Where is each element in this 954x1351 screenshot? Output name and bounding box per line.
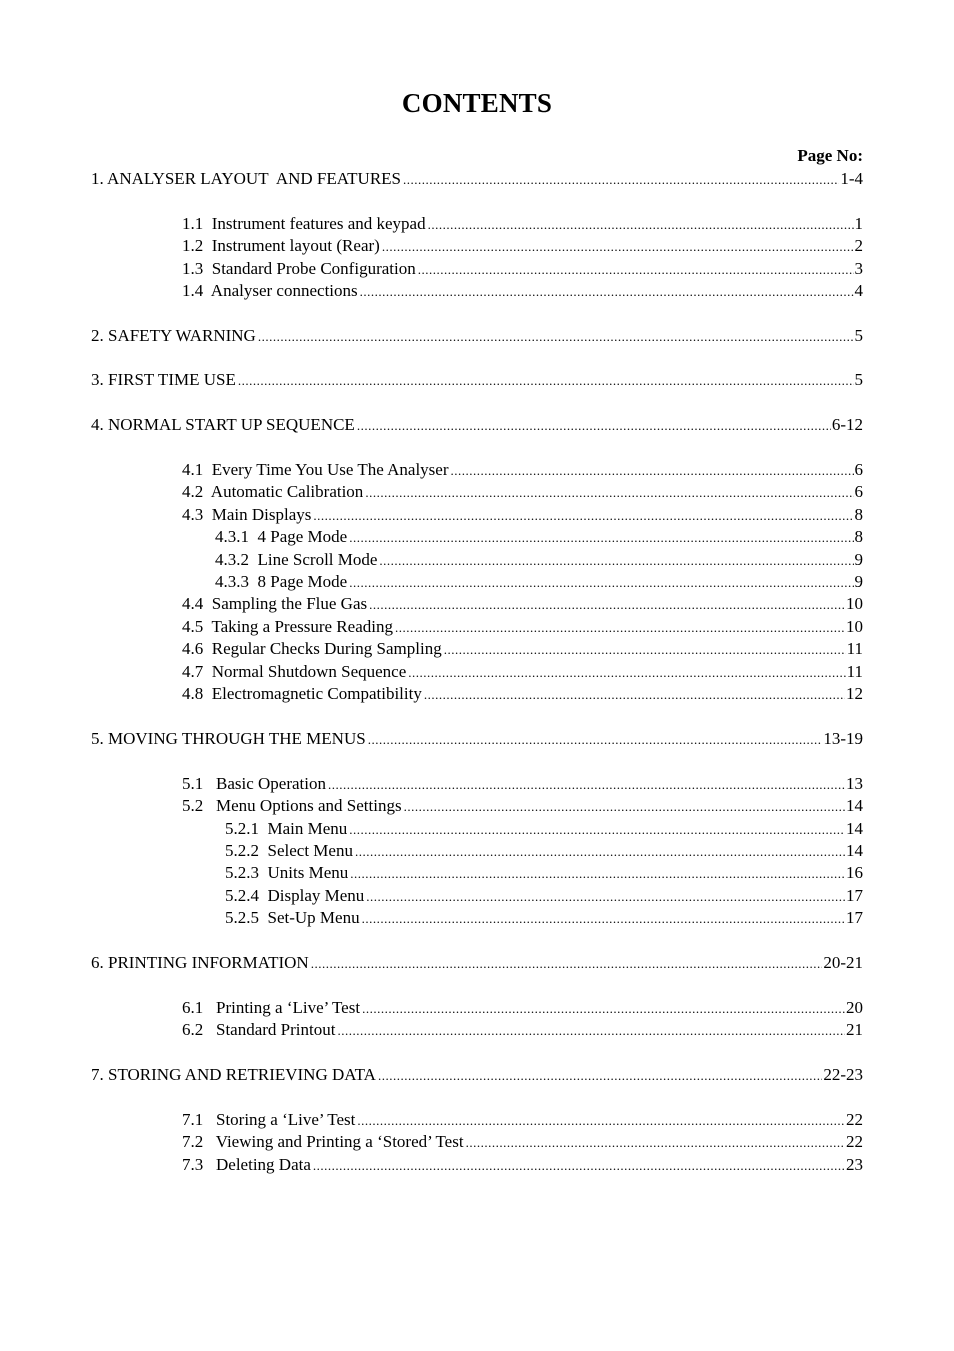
toc-entry-page: 9	[854, 550, 863, 569]
toc-entry-label: 5.2.4 Display Menu	[225, 886, 365, 905]
toc-entry-label: 4. NORMAL START UP SEQUENCE	[91, 415, 355, 434]
toc-entry-page: 3	[854, 259, 863, 278]
toc-entry-page: 1-4	[840, 169, 863, 188]
toc-entry-page: 8	[854, 505, 863, 524]
dot-leader	[258, 326, 854, 348]
toc-entry-page: 4	[854, 281, 863, 300]
toc-entry-page: 22-23	[823, 1065, 863, 1084]
dot-leader	[357, 1110, 845, 1132]
toc-entry-page: 6	[854, 460, 863, 479]
toc-subsection-entry	[182, 616, 863, 638]
toc-entry-label: 6.1 Printing a ‘Live’ Test	[182, 998, 361, 1017]
dot-leader	[408, 662, 845, 684]
toc-section-entry	[91, 952, 863, 974]
toc-subsection-entry	[182, 683, 863, 705]
dot-leader	[328, 774, 845, 796]
toc-entry-label: 5.2.1 Main Menu	[225, 819, 348, 838]
toc-entry-label: 1.4 Analyser connections	[182, 281, 358, 300]
dot-leader	[366, 886, 845, 908]
dot-leader	[418, 259, 854, 281]
toc-entry-page: 20-21	[823, 953, 863, 972]
dot-leader	[365, 482, 853, 504]
toc-subsection-entry	[182, 997, 863, 1019]
toc-entry-label: 4.7 Normal Shutdown Sequence	[182, 662, 407, 681]
dot-leader	[360, 281, 854, 303]
toc-section-entry	[91, 325, 863, 347]
toc-subsection-entry	[182, 795, 863, 817]
toc-subsection-entry	[182, 459, 863, 481]
toc-subsection-entry	[182, 1131, 863, 1153]
toc-entry-page: 10	[846, 617, 863, 636]
page-number-column-header: Page No:	[797, 146, 863, 165]
toc-entry-label: 4.3.2 Line Scroll Mode	[215, 550, 378, 569]
toc-entry-label: 1.1 Instrument features and keypad	[182, 214, 426, 233]
dot-leader	[424, 684, 845, 706]
toc-entry-label: 4.8 Electromagnetic Compatibility	[182, 684, 422, 703]
toc-section-entry	[91, 168, 863, 190]
toc-entry-page: 8	[854, 527, 863, 546]
dot-leader	[355, 841, 845, 863]
toc-entry-label: 5.1 Basic Operation	[182, 774, 326, 793]
dot-leader	[313, 505, 853, 527]
toc-entry-page: 5	[854, 370, 863, 389]
dot-leader	[428, 214, 854, 236]
dot-leader	[311, 953, 823, 975]
toc-entry-page: 13	[846, 774, 863, 793]
toc-subsection-entry	[225, 818, 863, 840]
dot-leader	[362, 908, 845, 930]
toc-subsection-entry	[225, 840, 863, 862]
toc-subsection-entry	[215, 549, 863, 571]
toc-entry-page: 13-19	[823, 729, 863, 748]
dot-leader	[369, 594, 845, 616]
toc-subsection-entry	[182, 1154, 863, 1176]
toc-entry-page: 17	[846, 908, 863, 927]
toc-entry-label: 1.2 Instrument layout (Rear)	[182, 236, 380, 255]
toc-subsection-entry	[182, 481, 863, 503]
toc-entry-label: 6. PRINTING INFORMATION	[91, 953, 309, 972]
toc-entry-page: 10	[846, 594, 863, 613]
toc-subsection-entry	[182, 504, 863, 526]
toc-subsection-entry	[215, 571, 863, 593]
toc-entry-label: 6.2 Standard Printout	[182, 1020, 336, 1039]
toc-section-entry	[91, 414, 863, 436]
toc-entry-label: 7. STORING AND RETRIEVING DATA	[91, 1065, 376, 1084]
toc-entry-page: 11	[846, 662, 863, 681]
toc-entry-page: 14	[846, 819, 863, 838]
dot-leader	[378, 1065, 822, 1087]
dot-leader	[395, 617, 845, 639]
toc-entry-page: 14	[846, 796, 863, 815]
toc-subsection-entry	[225, 885, 863, 907]
toc-entry-page: 6-12	[831, 415, 863, 434]
toc-entry-label: 7.3 Deleting Data	[182, 1155, 311, 1174]
toc-subsection-entry	[225, 907, 863, 929]
toc-entry-label: 1.3 Standard Probe Configuration	[182, 259, 416, 278]
toc-entry-label: 4.5 Taking a Pressure Reading	[182, 617, 393, 636]
toc-subsection-entry	[182, 638, 863, 660]
dot-leader	[313, 1155, 845, 1177]
toc-entry-page: 21	[846, 1020, 863, 1039]
toc-entry-label: 3. FIRST TIME USE	[91, 370, 236, 389]
dot-leader	[451, 460, 854, 482]
toc-entry-label: 4.4 Sampling the Flue Gas	[182, 594, 368, 613]
toc-entry-page: 17	[846, 886, 863, 905]
toc-entry-page: 23	[846, 1155, 863, 1174]
toc-subsection-entry	[182, 1019, 863, 1041]
toc-entry-label: 4.3 Main Displays	[182, 505, 312, 524]
toc-entry-label: 7.2 Viewing and Printing a ‘Stored’ Test	[182, 1132, 464, 1151]
dot-leader	[403, 169, 839, 191]
toc-subsection-entry	[182, 280, 863, 302]
toc-entry-label: 4.6 Regular Checks During Sampling	[182, 639, 442, 658]
toc-entry-label: 5.2.5 Set-Up Menu	[225, 908, 360, 927]
dot-leader	[466, 1132, 845, 1154]
toc-subsection-entry	[225, 862, 863, 884]
toc-entry-label: 4.3.1 4 Page Mode	[215, 527, 348, 546]
toc-section-entry	[91, 728, 863, 750]
toc-entry-label: 4.2 Automatic Calibration	[182, 482, 364, 501]
dot-leader	[349, 819, 845, 841]
toc-entry-page: 1	[854, 214, 863, 233]
toc-entry-label: 5.2.2 Select Menu	[225, 841, 353, 860]
dot-leader	[357, 415, 831, 437]
toc-subsection-entry	[182, 213, 863, 235]
toc-entry-page: 20	[846, 998, 863, 1017]
toc-entry-label: 5. MOVING THROUGH THE MENUS	[91, 729, 366, 748]
toc-entry-page: 5	[854, 326, 863, 345]
toc-entry-page: 16	[846, 863, 863, 882]
toc-subsection-entry	[182, 258, 863, 280]
toc-entry-page: 14	[846, 841, 863, 860]
toc-section-entry	[91, 1064, 863, 1086]
page-title: CONTENTS	[401, 88, 553, 118]
dot-leader	[368, 729, 823, 751]
toc-entry-page: 9	[854, 572, 863, 591]
toc-entry-label: 1. ANALYSER LAYOUT AND FEATURES	[91, 169, 402, 188]
dot-leader	[349, 527, 853, 549]
dot-leader	[337, 1020, 845, 1042]
dot-leader	[238, 370, 854, 392]
dot-leader	[444, 639, 846, 661]
dot-leader	[379, 550, 853, 572]
toc-entry-page: 11	[846, 639, 863, 658]
dot-leader	[382, 236, 854, 258]
toc-entry-page: 6	[854, 482, 863, 501]
toc-subsection-entry	[182, 593, 863, 615]
toc-entry-label: 4.1 Every Time You Use The Analyser	[182, 460, 449, 479]
toc-entry-label: 2. SAFETY WARNING	[91, 326, 256, 345]
dot-leader	[362, 998, 845, 1020]
toc-entry-page: 2	[854, 236, 863, 255]
toc-entry-label: 5.2 Menu Options and Settings	[182, 796, 402, 815]
toc-entry-label: 4.3.3 8 Page Mode	[215, 572, 348, 591]
toc-entry-page: 22	[846, 1110, 863, 1129]
dot-leader	[404, 796, 845, 818]
toc-entry-page: 12	[846, 684, 863, 703]
toc-section-entry	[91, 369, 863, 391]
dot-leader	[350, 863, 845, 885]
toc-entry-label: 7.1 Storing a ‘Live’ Test	[182, 1110, 356, 1129]
toc-subsection-entry	[182, 773, 863, 795]
dot-leader	[349, 572, 853, 594]
toc-entry-page: 22	[846, 1132, 863, 1151]
toc-entry-label: 5.2.3 Units Menu	[225, 863, 349, 882]
toc-subsection-entry	[182, 235, 863, 257]
toc-subsection-entry	[182, 1109, 863, 1131]
toc-subsection-entry	[182, 661, 863, 683]
toc-subsection-entry	[215, 526, 863, 548]
